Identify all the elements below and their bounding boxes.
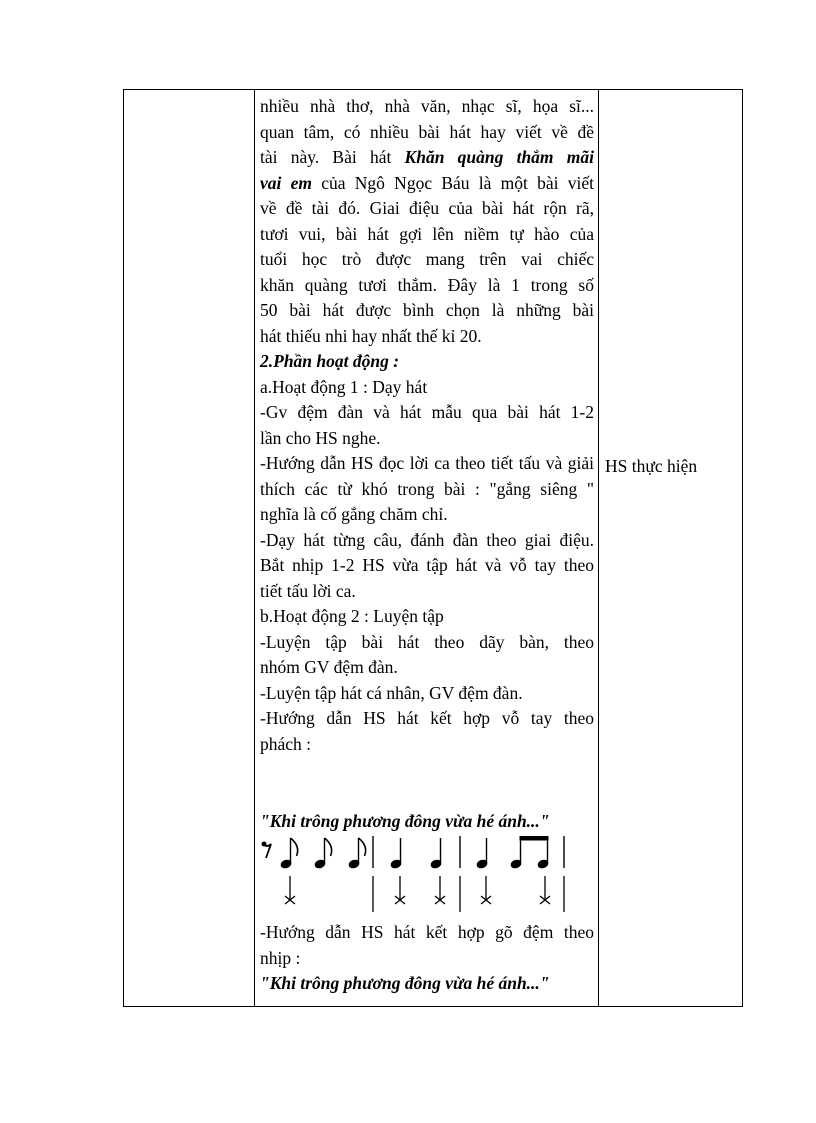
text-line: tiết tấu lời ca. — [260, 580, 356, 601]
text-line: nhiều nhà thơ, nhà văn, nhạc sĩ, họa sĩ... — [260, 96, 594, 116]
song-line — [260, 145, 594, 171]
text-line: 50 bài hát được bình chọn là những bài — [260, 300, 594, 320]
text-line: tươi vui, bài hát gợi lên niềm tự hào của — [260, 223, 594, 244]
text-line: nhịp : — [260, 947, 301, 968]
song-title: vai em — [260, 172, 313, 193]
section-title: 2.Phần hoạt động : — [260, 351, 400, 371]
text-line: về đề tài đó. Giai điệu của bài hát rộn rã, — [260, 198, 594, 218]
text-line: quan tâm, có nhiều bài hát hay viết về đề — [260, 121, 594, 142]
text-line: -Luyện tập hát cá nhân, GV đệm đàn. — [260, 682, 523, 703]
left-cell — [124, 90, 254, 1006]
eighth-rest-icon — [262, 842, 266, 846]
text-line: -Gv đệm đàn và hát mẫu qua bài hát 1-2 — [260, 402, 594, 422]
song-quote: "Khi trông phương đông vừa hé ánh..." — [260, 811, 550, 831]
text-line: -Dạy hát từng câu, đánh đàn theo giai điệu. — [260, 529, 594, 550]
note-beam — [520, 836, 548, 840]
spacer — [260, 757, 594, 809]
text-line: thích các từ khó trong bài : "gắng siêng " — [260, 478, 594, 499]
text-fragment: tài này. Bài hát — [260, 147, 405, 167]
text-line: -Hướng dẫn HS hát kết hợp vỗ tay theo — [260, 708, 594, 728]
rhythm-notation — [260, 836, 572, 920]
text-line: -Hướng dẫn HS hát kết hợp gõ đệm theo — [260, 922, 594, 942]
text-line: lần cho HS nghe. — [260, 427, 381, 448]
right-cell — [599, 90, 744, 1006]
lesson-table — [123, 89, 743, 1007]
text-line: khăn quàng tươi thắm. Đây là 1 trong số — [260, 274, 594, 295]
text-line: -Hướng dẫn HS đọc lời ca theo tiết tấu và giải — [260, 453, 594, 473]
content-cell — [255, 90, 599, 1006]
text-line: phách : — [260, 733, 312, 754]
song-line — [260, 171, 594, 197]
text-line: -Luyện tập bài hát theo dãy bàn, theo — [260, 631, 594, 652]
note-flag — [291, 838, 298, 856]
activity-title: a.Hoạt động 1 : Dạy hát — [260, 376, 428, 397]
activity-title: b.Hoạt động 2 : Luyện tập — [260, 606, 444, 626]
text-line: nhóm GV đệm đàn. — [260, 657, 398, 677]
note-flag — [359, 838, 366, 856]
song-quote: "Khi trông phương đông vừa hé ánh..." — [260, 973, 550, 993]
text-line: hát thiếu nhi hay nhất thế kỉ 20. — [260, 325, 482, 346]
text-line: nghĩa là cố gắng chăm chỉ. — [260, 504, 448, 524]
student-note: HS thực hiện — [605, 456, 698, 476]
note-flag — [325, 838, 332, 856]
text-line: tuổi học trò được mang trên vai chiếc — [260, 249, 594, 269]
text-fragment: của Ngô Ngọc Báu là một bài viết — [312, 172, 594, 193]
text-line: Bắt nhịp 1-2 HS vừa tập hát và vỗ tay theo — [260, 555, 594, 575]
song-title: Khăn quàng thắm mãi — [404, 147, 594, 167]
